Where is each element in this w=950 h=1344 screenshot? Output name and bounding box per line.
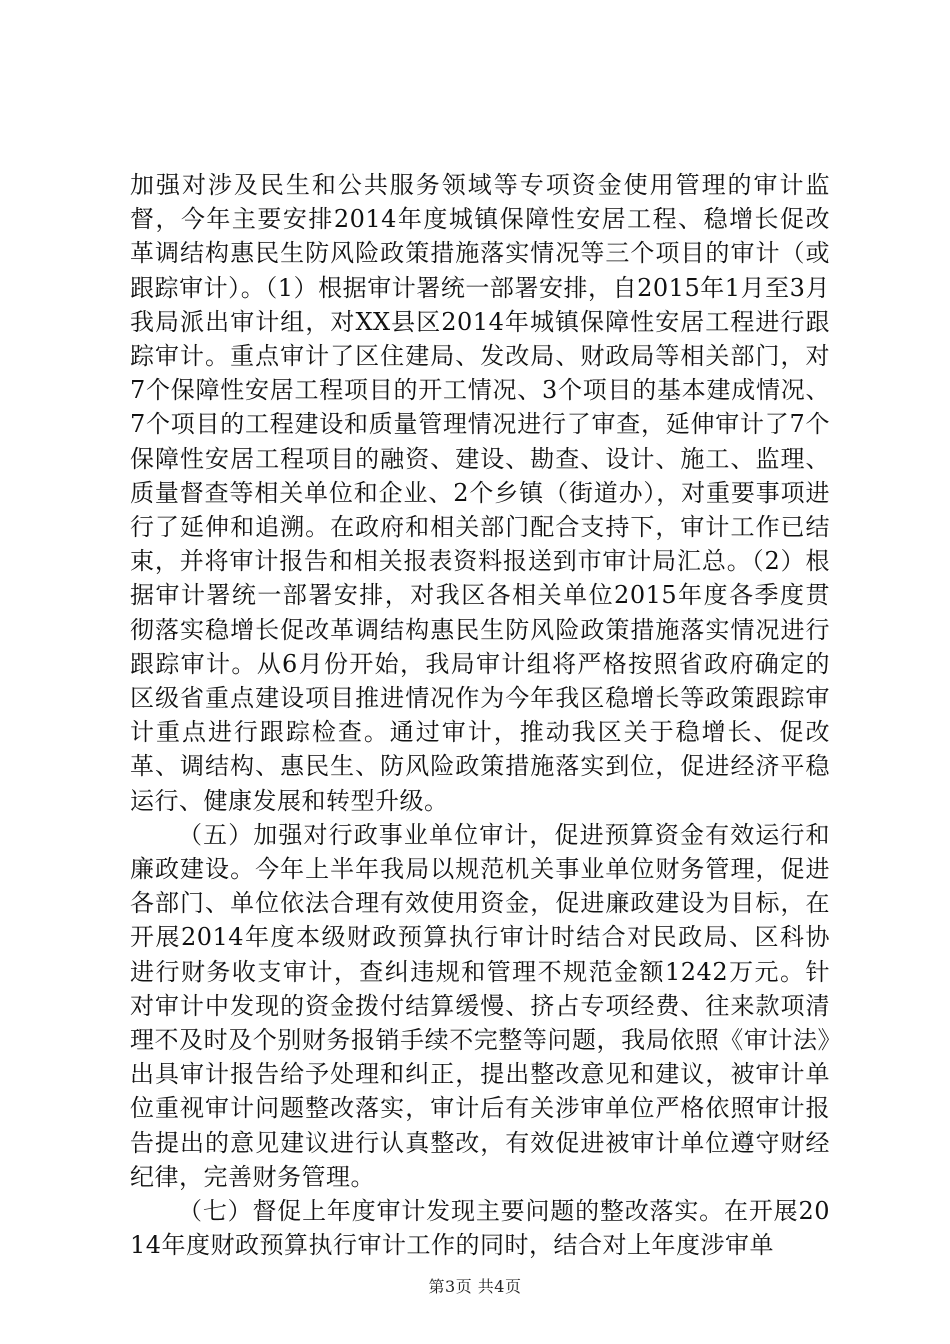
paragraph-3: （七）督促上年度审计发现主要问题的整改落实。在开展2014年度财政预算执行审计工作的同时，结合对上年度涉审单 [130, 1197, 830, 1260]
document-body [130, 168, 830, 1263]
paragraph-2: （五）加强对行政事业单位审计，促进预算资金有效运行和廉政建设。今年上半年我局以规范机关事业单位财务管理，促进各部门、单位依法合理有效使用资金，促进廉政建设为目标，在开展2014年度本级财政预算执行审计时结合对民政局、区科协进行财务收支审计，查纠违规和管理不规范金额1242万元。针对审计中发现的资金拨付结算缓慢、挤占专项经费、往来款项清理不及时及个别财务报销手续不完整等问题，我局依照《审计法》出具审计报告给予处理和纠正，提出整改意见和建议，被审计单位重视审计问题整改落实，审计后有关涉审单位严格依照审计报告提出的意见建议进行认真整改，有效促进被审计单位遵守财经纪律，完善财务管理。 [130, 820, 830, 1191]
page-footer: 第3页 共4页 [428, 1277, 522, 1296]
paragraph-1: 加强对涉及民生和公共服务领域等专项资金使用管理的审计监督，今年主要安排2014年度城镇保障性安居工程、稳增长促改革调结构惠民生防风险政策措施落实情况等三个项目的审计（或跟踪审计）。（1）根据审计署统一部署安排，自2015年1月至3月我局派出审计组，对XX县区2014年城镇保障性安居工程进行跟踪审计。重点审计了区住建局、发改局、财政局等相关部门，对7个保障性安居工程项目的开工情况、3个项目的基本建成情况、7个项目的工程建设和质量管理情况进行了审查，延伸审计了7个保障性安居工程项目的融资、建设、勘查、设计、施工、监理、质量督查等相关单位和企业、2个乡镇（街道办），对重要事项进行了延伸和追溯。在政府和相关部门配合支持下，审计工作已结束，并将审计报告和相关报表资料报送到市审计局汇总。（2）根据审计署统一部署安排，对我区各相关单位2015年度各季度贯彻落实稳增长促改革调结构惠民生防风险政策措施落实情况进行跟踪审计。从6月份开始，我局审计组将严格按照省政府确定的区级省重点建设项目推进情况作为今年我区稳增长等政策跟踪审计重点进行跟踪检查。通过审计，推动我区关于稳增长、促改革、调结构、惠民生、防风险政策措施落实到位，促进经济平稳运行、健康发展和转型升级。 [130, 171, 830, 815]
